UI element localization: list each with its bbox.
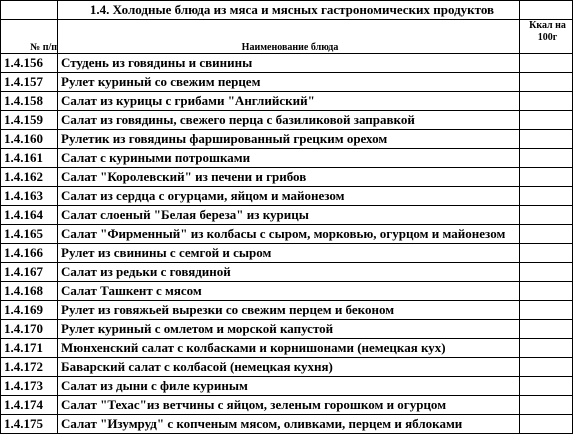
dish-name: Салат из редьки с говядиной	[58, 263, 520, 282]
kcal-value	[520, 320, 573, 339]
dish-name: Салат "Техас"из ветчины с яйцом, зеленым горошком и огурцом	[58, 396, 520, 415]
dish-name: Салат Ташкент с мясом	[58, 282, 520, 301]
row-number: 1.4.172	[1, 358, 58, 377]
row-number: 1.4.174	[1, 396, 58, 415]
kcal-value	[520, 187, 573, 206]
row-number: 1.4.168	[1, 282, 58, 301]
dish-name: Салат из говядины, свежего перца с базиликовой заправкой	[58, 111, 520, 130]
kcal-value	[520, 168, 573, 187]
dish-name: Мюнхенский салат с колбасками и корнишонами (немецкая кух)	[58, 339, 520, 358]
row-number: 1.4.161	[1, 149, 58, 168]
table-row	[1, 92, 573, 111]
dish-name: Салат "Королевский" из печени и грибов	[58, 168, 520, 187]
kcal-value	[520, 301, 573, 320]
row-number: 1.4.170	[1, 320, 58, 339]
title-empty-cell	[1, 1, 58, 20]
table-row	[1, 73, 573, 92]
kcal-value	[520, 396, 573, 415]
dish-name: Рулет из говяжьей вырезки со свежим перцем и беконом	[58, 301, 520, 320]
section-title: 1.4. Холодные блюда из мяса и мясных гастрономических продуктов	[89, 2, 495, 17]
kcal-value	[520, 73, 573, 92]
header-name: Наименование блюда	[58, 20, 520, 54]
row-number: 1.4.167	[1, 263, 58, 282]
dish-name: Студень из говядины и свинины	[58, 54, 520, 73]
row-number: 1.4.165	[1, 225, 58, 244]
kcal-value	[520, 225, 573, 244]
row-number: 1.4.158	[1, 92, 58, 111]
kcal-value	[520, 263, 573, 282]
kcal-value	[520, 339, 573, 358]
table-row	[1, 187, 573, 206]
table-row	[1, 168, 573, 187]
row-number: 1.4.159	[1, 111, 58, 130]
kcal-value	[520, 130, 573, 149]
row-number: 1.4.171	[1, 339, 58, 358]
table-row	[1, 282, 573, 301]
row-number: 1.4.166	[1, 244, 58, 263]
kcal-value	[520, 92, 573, 111]
dish-name: Рулет куриный со свежим перцем	[58, 73, 520, 92]
table-row	[1, 339, 573, 358]
table-row	[1, 301, 573, 320]
table-row	[1, 244, 573, 263]
dish-name: Салат "Фирменный" из колбасы с сыром, морковью, огурцом и майонезом	[58, 225, 520, 244]
kcal-value	[520, 244, 573, 263]
row-number: 1.4.163	[1, 187, 58, 206]
dish-name: Баварский салат с колбасой (немецкая кухня)	[58, 358, 520, 377]
table-row	[1, 54, 573, 73]
header-kcal-line2: 100г	[537, 32, 558, 43]
table-row	[1, 263, 573, 282]
table-row	[1, 111, 573, 130]
table-row	[1, 358, 573, 377]
header-kcal-line1: Ккал на	[529, 20, 566, 31]
dish-name: Салат "Изумруд" с копченым мясом, оливками, перцем и яблоками	[58, 415, 520, 434]
dish-name: Рулетик из говядины фаршированный грецким орехом	[58, 130, 520, 149]
row-number: 1.4.164	[1, 206, 58, 225]
table-row	[1, 320, 573, 339]
dish-name: Салат с куриными потрошками	[58, 149, 520, 168]
dish-name: Рулет куриный с омлетом и морской капустой	[58, 320, 520, 339]
kcal-value	[520, 358, 573, 377]
kcal-value	[520, 54, 573, 73]
kcal-value	[520, 377, 573, 396]
header-number: № п/п	[1, 20, 58, 54]
row-number: 1.4.169	[1, 301, 58, 320]
row-number: 1.4.173	[1, 377, 58, 396]
section-title-row	[1, 1, 573, 20]
title-kcal-empty-cell	[520, 1, 573, 20]
dish-name: Салат слоеный "Белая береза" из курицы	[58, 206, 520, 225]
row-number: 1.4.157	[1, 73, 58, 92]
row-number: 1.4.156	[1, 54, 58, 73]
kcal-value	[520, 282, 573, 301]
table-row	[1, 225, 573, 244]
table-row	[1, 396, 573, 415]
table-row	[1, 206, 573, 225]
header-row	[1, 20, 573, 54]
row-number: 1.4.162	[1, 168, 58, 187]
row-number: 1.4.160	[1, 130, 58, 149]
table-row	[1, 130, 573, 149]
table-row	[1, 149, 573, 168]
row-number: 1.4.175	[1, 415, 58, 434]
dish-name: Рулет из свинины с семгой и сыром	[58, 244, 520, 263]
dish-name: Салат из дыни с филе куриным	[58, 377, 520, 396]
kcal-value	[520, 206, 573, 225]
section-title-cell	[58, 1, 520, 20]
kcal-value	[520, 111, 573, 130]
table-row	[1, 377, 573, 396]
dish-name: Салат из сердца с огурцами, яйцом и майонезом	[58, 187, 520, 206]
dish-name: Салат из курицы с грибами "Английский"	[58, 92, 520, 111]
header-kcal	[520, 20, 573, 54]
kcal-value	[520, 149, 573, 168]
